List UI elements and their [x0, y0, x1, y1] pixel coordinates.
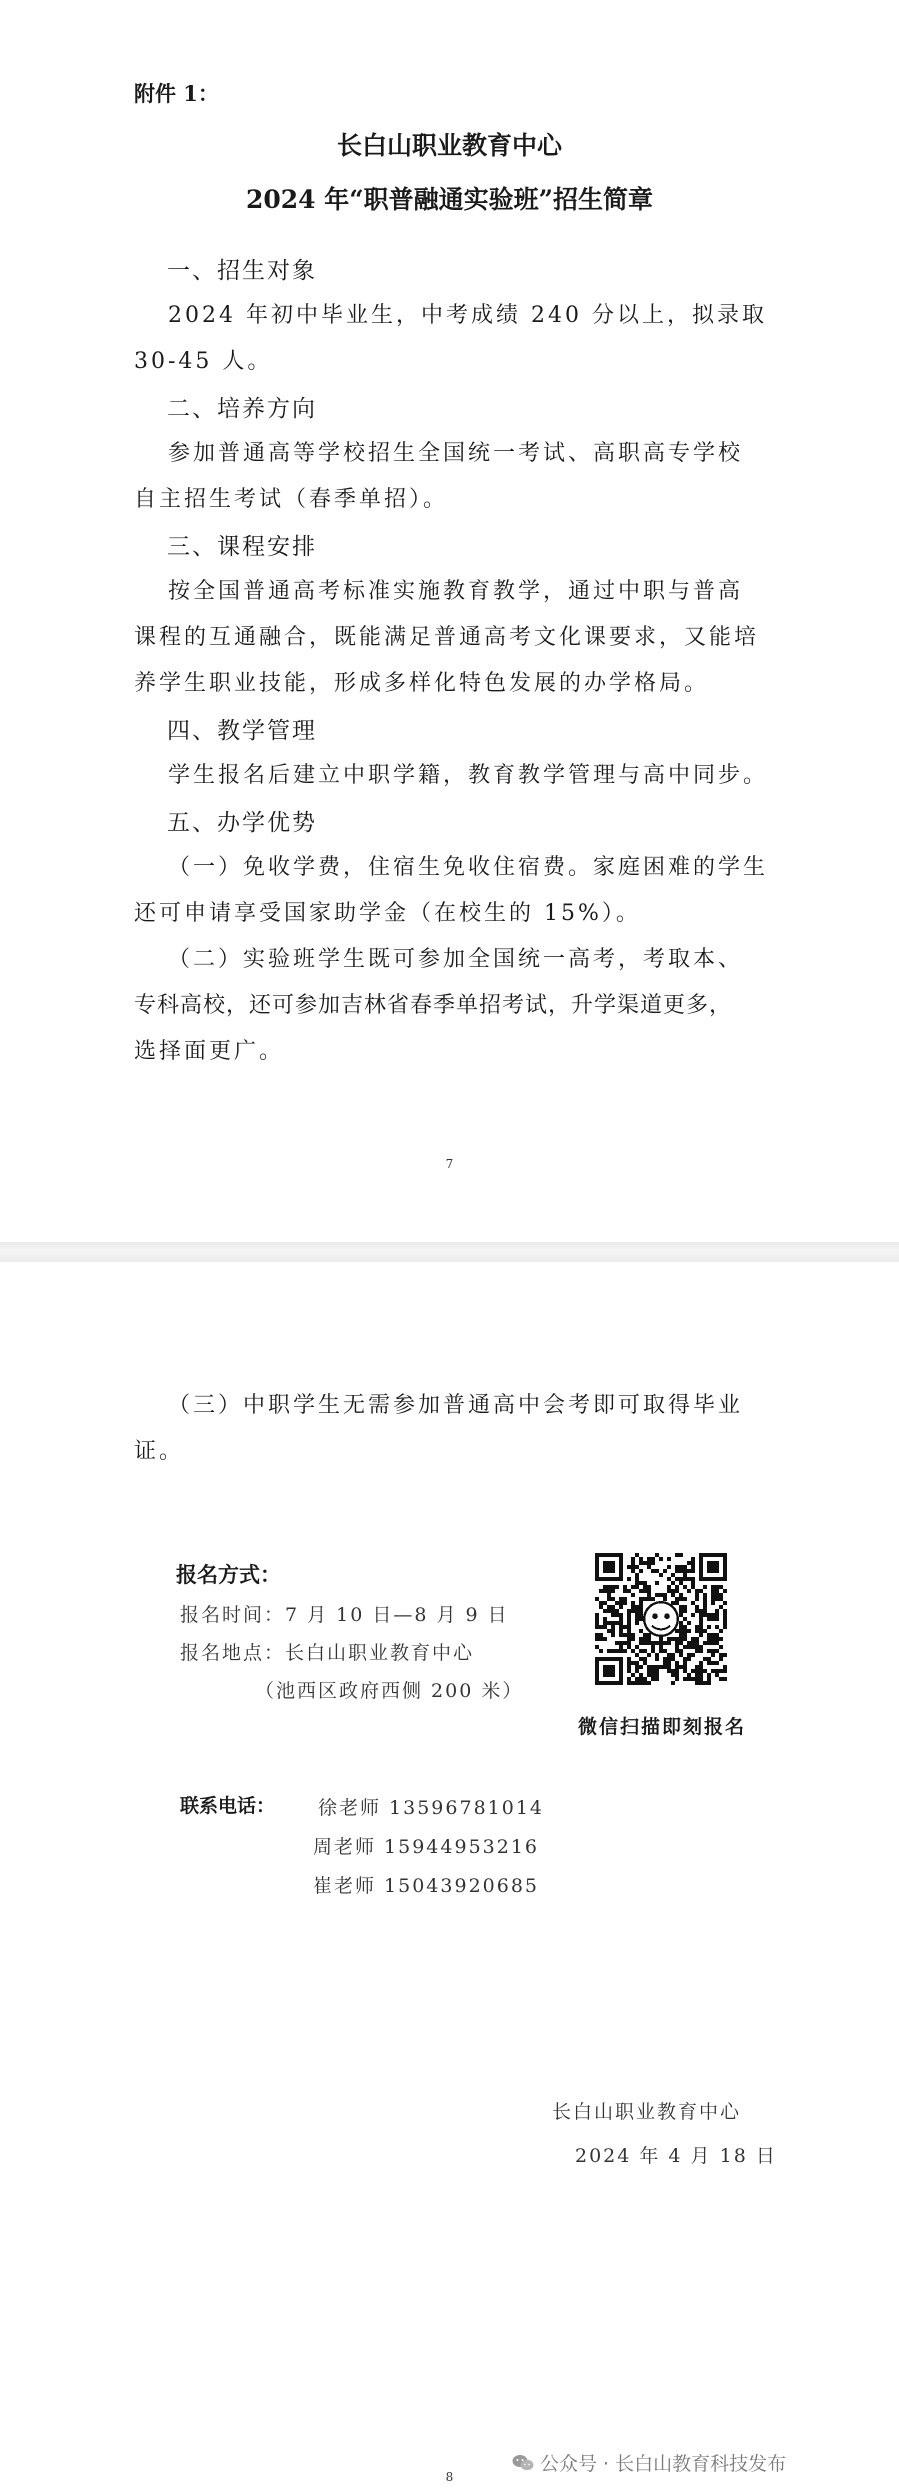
- watermark: [512, 2449, 786, 2476]
- section-5-line-4: 专科高校，还可参加吉林省春季单招考试，升学渠道更多，: [134, 993, 733, 1018]
- section-heading-2: 二、培养方向: [167, 396, 317, 422]
- page-number-7: 7: [445, 1157, 454, 1171]
- document-page-1: [0, 0, 899, 1242]
- section-1-line-2: 30-45 人。: [134, 349, 273, 374]
- page-separator: [0, 1242, 899, 1262]
- section-5-line-1: （一）免收学费，住宿生免收住宿费。家庭困难的学生: [168, 855, 769, 880]
- wechat-icon: [512, 2454, 534, 2472]
- section-3-line-1: 按全国普通高考标准实施教育教学，通过中职与普高: [168, 579, 744, 604]
- registration-place-note: （池西区政府西侧 200 米）: [255, 1680, 524, 1702]
- page2-line-2: 证。: [134, 1439, 185, 1464]
- section-2-line-1: 参加普通高等学校招生全国统一考试、高职高专学校: [168, 441, 744, 466]
- page-number-8: 8: [445, 2470, 454, 2484]
- contact-teacher-2: 周老师 15944953216: [313, 1836, 540, 1858]
- annex-label: 附件 1：: [134, 81, 219, 106]
- qr-caption: 微信扫描即刻报名: [578, 1716, 747, 1738]
- section-heading-4: 四、教学管理: [167, 718, 317, 744]
- section-5-line-5: 选择面更广。: [134, 1039, 285, 1064]
- contact-teacher-3: 崔老师 15043920685: [313, 1875, 540, 1897]
- section-2-line-2: 自主招生考试（春季单招）。: [134, 487, 449, 512]
- title-line-1: 长白山职业教育中心: [336, 131, 562, 160]
- section-3-line-3: 养学生职业技能，形成多样化特色发展的办学格局。: [134, 671, 710, 696]
- section-heading-3: 三、课程安排: [167, 534, 317, 560]
- section-4-line-1: 学生报名后建立中职学籍，教育教学管理与高中同步。: [168, 763, 769, 788]
- registration-place: 报名地点：长白山职业教育中心: [180, 1642, 475, 1664]
- signature-date: 2024 年 4 月 18 日: [575, 2145, 777, 2167]
- section-5-line-3: （二）实验班学生既可参加全国统一高考，考取本、: [168, 947, 744, 972]
- signature-org: 长白山职业教育中心: [552, 2101, 742, 2123]
- section-3-line-2: 课程的互通融合，既能满足普通高考文化课要求，又能培: [134, 625, 760, 650]
- section-heading-5: 五、办学优势: [167, 810, 317, 836]
- contact-label: 联系电话：: [180, 1795, 276, 1817]
- title-line-2: 2024 年“职普融通实验班”招生简章: [245, 185, 654, 214]
- section-5-line-2: 还可申请享受国家助学金（在校生的 15%）。: [134, 901, 641, 926]
- wechat-qr-code[interactable]: [595, 1553, 727, 1685]
- section-1-line-1: 2024 年初中毕业生，中考成绩 240 分以上，拟录取: [168, 303, 767, 328]
- contact-teacher-1: 徐老师 13596781014: [318, 1797, 545, 1819]
- registration-time: 报名时间：7 月 10 日—8 月 9 日: [180, 1604, 509, 1626]
- registration-title: 报名方式：: [176, 1563, 281, 1587]
- section-heading-1: 一、招生对象: [167, 258, 317, 284]
- watermark-text: 公众号 · 长白山教育科技发布: [540, 2453, 787, 2475]
- page2-line-1: （三）中职学生无需参加普通高中会考即可取得毕业: [168, 1393, 744, 1418]
